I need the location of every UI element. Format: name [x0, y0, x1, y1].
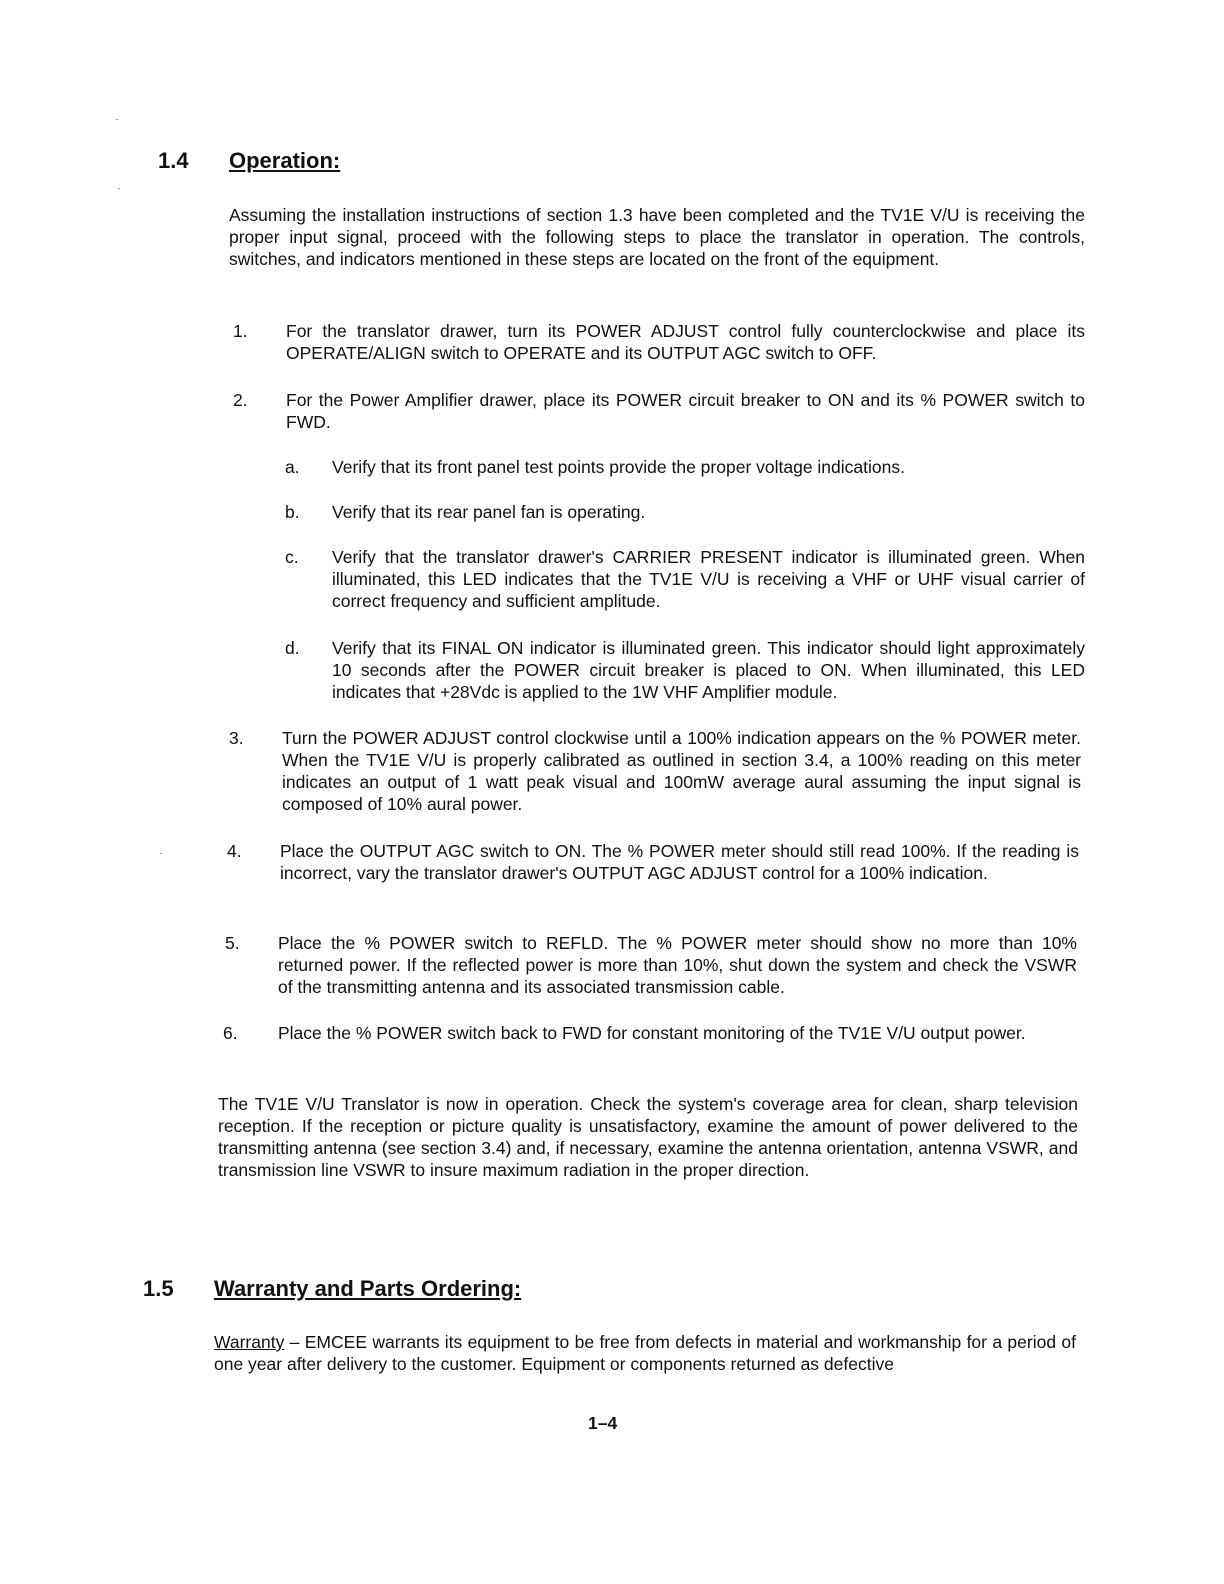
- step-text: Place the % POWER switch back to FWD for constant monitoring of the TV1E V/U output power.: [278, 1023, 1026, 1043]
- step-1: [233, 320, 1085, 366]
- warranty-text: – EMCEE warrants its equipment to be free from defects in material and workmanship for a period of one year after delivery to the customer. Equipment or components returned as defective: [214, 1332, 1076, 1374]
- substep-marker: a.: [285, 457, 300, 477]
- step-6: [223, 1022, 1075, 1068]
- step-marker: 1.: [233, 321, 248, 341]
- step-text: Place the % POWER switch to REFLD. The % POWER meter should show no more than 10% returned power. If the reflected power is more than 10%, shut down the system and check the VSWR of the transmitting antenna and its associated transmission cable.: [278, 933, 1077, 997]
- substep-text: Verify that the translator drawer's CARRIER PRESENT indicator is illuminated green. When illuminated, this LED indicates that the TV1E V/U is receiving a VHF or UHF visual carrier of correct frequency and sufficient amplitude.: [332, 547, 1085, 611]
- step-text: Place the OUTPUT AGC switch to ON. The % POWER meter should still read 100%. If the reading is incorrect, vary the translator drawer's OUTPUT AGC ADJUST control for a 100% indication.: [280, 841, 1079, 883]
- section-heading-1-4: [158, 148, 558, 176]
- page-number: 1–4: [588, 1413, 618, 1433]
- substep-d: [285, 637, 1085, 705]
- step-5: [225, 932, 1077, 1000]
- step-text: For the translator drawer, turn its POWER ADJUST control fully counterclockwise and place its OPERATE/ALIGN switch to OPERATE and its OUTPUT AGC switch to OFF.: [286, 321, 1085, 363]
- step-2: [233, 389, 1085, 435]
- substep-marker: b.: [285, 502, 300, 522]
- substep-text: Verify that its front panel test points provide the proper voltage indications.: [332, 457, 905, 477]
- scan-speck: [116, 119, 118, 120]
- step-marker: 6.: [223, 1023, 238, 1043]
- step-marker: 4.: [227, 841, 242, 861]
- substep-text: Verify that its rear panel fan is operating.: [332, 502, 646, 522]
- substep-marker: d.: [285, 638, 300, 658]
- substep-text: Verify that its FINAL ON indicator is illuminated green. This indicator should light approximately 10 seconds after the POWER circuit breaker is placed to ON. When illuminated, this LED indicates that +28Vdc is applied to the 1W VHF Amplifier module.: [332, 638, 1085, 702]
- step-marker: 2.: [233, 390, 248, 410]
- step-3: [229, 727, 1081, 817]
- substep-a: [285, 456, 1085, 480]
- section-number: 1.5: [143, 1276, 174, 1301]
- warranty-label: Warranty: [214, 1332, 285, 1352]
- scan-speck: [160, 853, 162, 854]
- step-marker: 5.: [225, 933, 240, 953]
- substep-b: [285, 501, 1085, 525]
- section-title: Warranty and Parts Ordering:: [214, 1276, 522, 1301]
- scan-speck: [118, 188, 120, 189]
- closing-paragraph: The TV1E V/U Translator is now in operation. Check the system's coverage area for clean, sharp television reception. If the reception or picture quality is unsatisfactory, examine the amount of power delivered to the transmitting antenna (see section 3.4) and, if necessary, examine the antenna orientation, antenna VSWR, and transmission line VSWR to insure maximum radiation in the proper direction.: [218, 1094, 1078, 1180]
- step-4: [227, 840, 1079, 908]
- step-text: Turn the POWER ADJUST control clockwise until a 100% indication appears on the % POWER meter. When the TV1E V/U is properly calibrated as outlined in section 3.4, a 100% reading on this meter indicates an output of 1 watt peak visual and 100mW average aural assuming the input signal is composed of 10% aural power.: [282, 728, 1081, 814]
- section-title: Operation:: [229, 148, 341, 173]
- warranty-paragraph: [214, 1331, 1076, 1375]
- step-text: For the Power Amplifier drawer, place its POWER circuit breaker to ON and its % POWER switch to FWD.: [286, 390, 1085, 432]
- step-marker: 3.: [229, 728, 244, 748]
- substep-marker: c.: [285, 547, 299, 567]
- intro-paragraph: Assuming the installation instructions of section 1.3 have been completed and the TV1E V/U is receiving the proper input signal, proceed with the following steps to place the translator in operation. The controls, switches, and indicators mentioned in these steps are located on the front of the equipment.: [229, 205, 1085, 269]
- section-number: 1.4: [158, 148, 189, 173]
- section-heading-1-5: [143, 1276, 643, 1304]
- substep-c: [285, 546, 1085, 614]
